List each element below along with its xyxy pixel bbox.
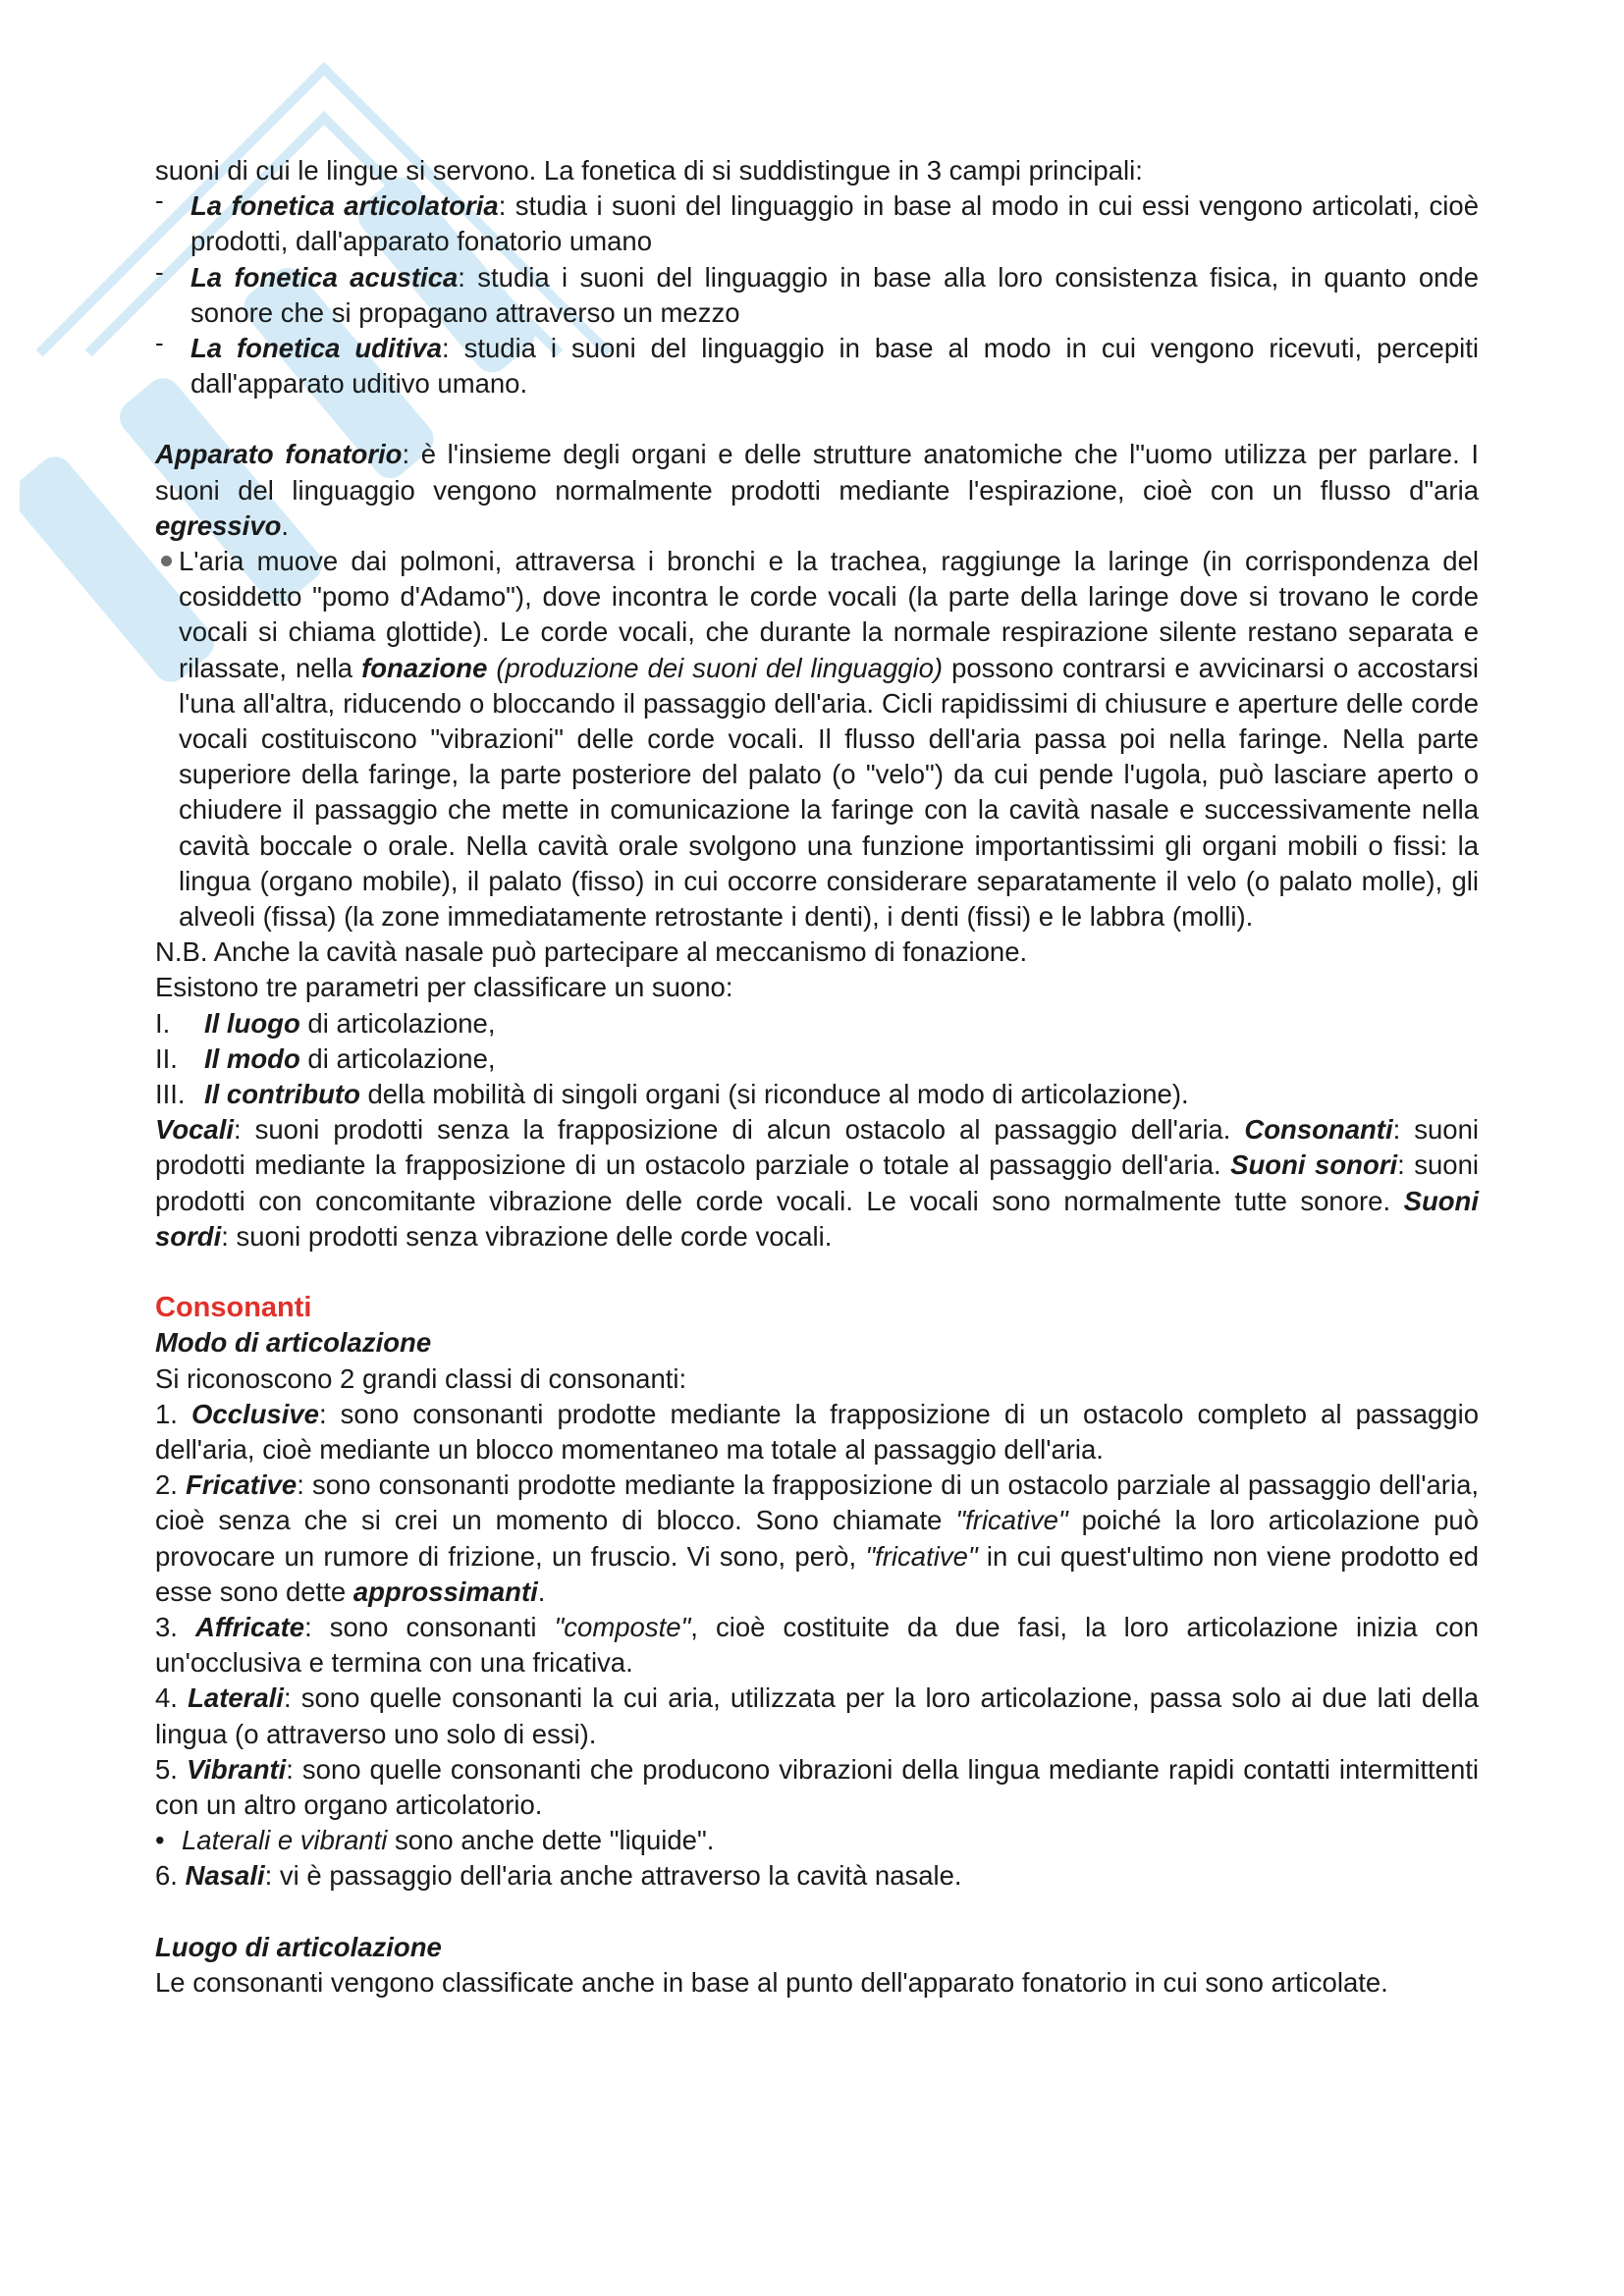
term: Suoni sonori xyxy=(1230,1149,1398,1181)
param-text: di articolazione, xyxy=(299,1042,496,1074)
bullet-dot-icon xyxy=(161,556,172,566)
spacer xyxy=(155,401,1479,437)
italic-text: Laterali e vibranti xyxy=(182,1825,388,1856)
item-text: : sono consonanti prodotte mediante la frapposizione di un ostacolo completo al passaggio dell'aria, cioè mediante un blocco momentaneo ma totale al passaggio dell'aria. xyxy=(155,1398,1479,1465)
list-item xyxy=(155,328,1479,401)
term: Il modo xyxy=(204,1042,300,1074)
numbered-item xyxy=(155,1610,1479,1681)
item-text: . xyxy=(537,1575,546,1607)
item-text: : sono quelle consonanti la cui aria, utilizzata per la loro articolazione, passa solo ai due lati della lingua (o attraverso uno solo di essi). xyxy=(155,1682,1479,1749)
italic-text: (produzione dei suoni del linguaggio) xyxy=(487,652,944,683)
term: Fricative xyxy=(186,1469,298,1501)
numbered-item xyxy=(155,1397,1479,1468)
list-item xyxy=(155,188,1479,259)
params-intro: Esistono tre parametri per classificare un suono: xyxy=(155,972,733,1003)
paragraph-text: L'aria muove dai polmoni, attraversa i bronchi e la trachea, raggiunge la laringe (in corrispondenza del cosiddetto "pomo d'Adamo"), dove incontra le corde vocali (la parte della laringe dove si trovano le corde vocali si chiama glottide). Le corde vocali, che durante la normale respirazione silente restano separata e rilassate, nella xyxy=(179,546,1479,683)
quoted-term: "fricative" xyxy=(865,1540,978,1572)
nb-line: N.B. Anche la cavità nasale può partecipare al meccanismo di fonazione. xyxy=(155,936,1028,968)
paragraph-text: : suoni prodotti con concomitante vibrazione delle corde vocali. Le vocali sono normalmente tutte sonore. xyxy=(155,1149,1479,1216)
numbered-item xyxy=(155,1681,1479,1751)
item-text: : sono consonanti xyxy=(304,1611,555,1642)
bullet-paragraph xyxy=(155,544,1479,934)
note-text: sono anche dette "liquide". xyxy=(387,1825,715,1856)
paragraph-text: : suoni prodotti senza la frapposizione di alcun ostacolo al passaggio dell'aria. xyxy=(234,1114,1245,1146)
term: approssimanti xyxy=(352,1575,538,1607)
item-text: : sono consonanti prodotte mediante la frapposizione di un ostacolo parziale al passaggio dell'aria, cioè senza che si crei un momento di blocco. Sono chiamate xyxy=(155,1469,1480,1536)
item-text: , cioè costituite da due fasi, la loro articolazione inizia con un'occlusiva e termina con una fricativa. xyxy=(155,1611,1480,1679)
term: fonazione xyxy=(361,652,488,683)
term: Vibranti xyxy=(186,1753,287,1785)
intro-line: suoni di cui le lingue si servono. La fonetica di si suddistingue in 3 campi principali: xyxy=(155,155,1143,186)
dash-marker: - xyxy=(155,328,164,358)
section-heading: Consonanti xyxy=(155,1292,312,1324)
term: Vocali xyxy=(155,1114,234,1146)
paragraph-text: : suoni prodotti senza vibrazione delle corde vocali. xyxy=(221,1220,833,1252)
term: egressivo xyxy=(155,509,282,541)
term: La fonetica acustica xyxy=(190,261,459,293)
item-number: 3. xyxy=(155,1611,195,1642)
item-number: 1. xyxy=(155,1398,192,1429)
term: Affricate xyxy=(195,1611,305,1642)
term: Occlusive xyxy=(191,1398,319,1429)
item-number: 2. xyxy=(155,1469,187,1501)
numbered-item xyxy=(155,1468,1479,1610)
bullet-note xyxy=(155,1823,1479,1858)
param-item xyxy=(155,1041,1479,1077)
term: Suoni sordi xyxy=(155,1185,1479,1252)
item-number: 4. xyxy=(155,1682,189,1714)
term: Il contributo xyxy=(204,1079,360,1110)
definition: : studia i suoni del linguaggio in base al modo in cui vengono ricevuti, percepiti dall'apparato uditivo umano. xyxy=(190,333,1479,400)
term: Laterali xyxy=(188,1682,284,1714)
definitions-paragraph xyxy=(155,1112,1479,1255)
dash-marker: - xyxy=(155,256,164,287)
term: Consonanti xyxy=(1244,1114,1393,1146)
param-item xyxy=(155,1006,1479,1041)
param-item xyxy=(155,1077,1479,1112)
item-text: poiché la loro articolazione può provocare un rumore di frizione, un fruscio. Vi sono, però, xyxy=(155,1505,1480,1572)
spacer xyxy=(155,1255,1479,1290)
quoted-term: "composte" xyxy=(554,1611,691,1642)
roman-numeral: II. xyxy=(155,1042,178,1074)
numbered-item xyxy=(155,1752,1479,1823)
term: Apparato fonatorio xyxy=(155,439,403,470)
term: Il luogo xyxy=(204,1007,300,1039)
item-number: 5. xyxy=(155,1753,187,1785)
item-text: : sono quelle consonanti che producono vibrazioni della lingua mediante rapidi contatti intermittenti con un altro organo articolatorio. xyxy=(155,1753,1479,1820)
paragraph-text: : suoni prodotti mediante la frapposizione di un ostacolo parziale o totale al passaggio dell'aria. xyxy=(155,1114,1479,1181)
list-item xyxy=(155,256,1480,331)
roman-numeral: I. xyxy=(155,1007,171,1039)
term: Nasali xyxy=(185,1860,265,1892)
term: La fonetica uditiva xyxy=(190,333,443,364)
paragraph-text: : è l'insieme degli organi e delle strutture anatomiche che l"uomo utilizza per parlare. I suoni del linguaggio vengono normalmente prodotti mediante l'espirazione, cioè con un flusso d"aria xyxy=(155,439,1479,506)
document-body xyxy=(155,153,1479,2001)
bullet-marker: • xyxy=(155,1825,165,1856)
param-text: della mobilità di singoli organi (si riconduce al modo di articolazione). xyxy=(359,1079,1189,1110)
subsection-heading: Luogo di articolazione xyxy=(155,1931,442,1962)
apparato-paragraph xyxy=(155,437,1479,544)
paragraph-text: . xyxy=(281,509,290,541)
luogo-paragraph: Le consonanti vengono classificate anche in base al punto dell'apparato fonatorio in cui sono articolate. xyxy=(155,1966,1388,1998)
item-number: 6. xyxy=(155,1860,186,1892)
subsection-heading: Modo di articolazione xyxy=(155,1327,432,1359)
definition: : studia i suoni del linguaggio in base alla loro consistenza fisica, in quanto onde sonore che si propagano attraverso un mezzo xyxy=(190,261,1480,328)
numbered-item xyxy=(155,1858,1479,1894)
quoted-term: "fricative" xyxy=(955,1505,1068,1536)
item-text: in cui quest'ultimo non viene prodotto ed esse sono dette xyxy=(155,1540,1480,1607)
definition: : studia i suoni del linguaggio in base al modo in cui essi vengono articolati, cioè prodotti, dall'apparato fonatorio umano xyxy=(190,190,1479,257)
param-text: di articolazione, xyxy=(299,1007,496,1039)
modo-intro: Si riconoscono 2 grandi classi di consonanti: xyxy=(155,1362,687,1394)
dash-marker: - xyxy=(155,186,164,216)
spacer xyxy=(155,1895,1479,1930)
roman-numeral: III. xyxy=(155,1079,186,1110)
term: La fonetica articolatoria xyxy=(190,190,499,222)
paragraph-text: possono contrarsi e avvicinarsi o accostarsi l'una all'altra, riducendo o bloccando il passaggio dell'aria. Cicli rapidissimi di chiusure e aperture delle corde vocali costituiscono "vibrazioni" delle corde vocali. Il flusso dell'aria passa poi nella faringe. Nella parte superiore della faringe, la parte posteriore del palato (o "velo") da cui pende l'ugola, può lasciare aperto o chiudere il passaggio che mette in comunicazione la faringe con la cavità nasale e successivamente nella cavità boccale o orale. Nella cavità orale svolgono una funzione importantissimi gli organi mobili o fissi: la lingua (organo mobile), il palato (fisso) in cui occorre considerare separatamente il velo (o palato molle), gli alveoli (fissa) (la zone immediatamente retrostante i denti), i denti (fissi) e le labbra (molli). xyxy=(179,652,1480,933)
item-text: : vi è passaggio dell'aria anche attraverso la cavità nasale. xyxy=(264,1860,962,1892)
